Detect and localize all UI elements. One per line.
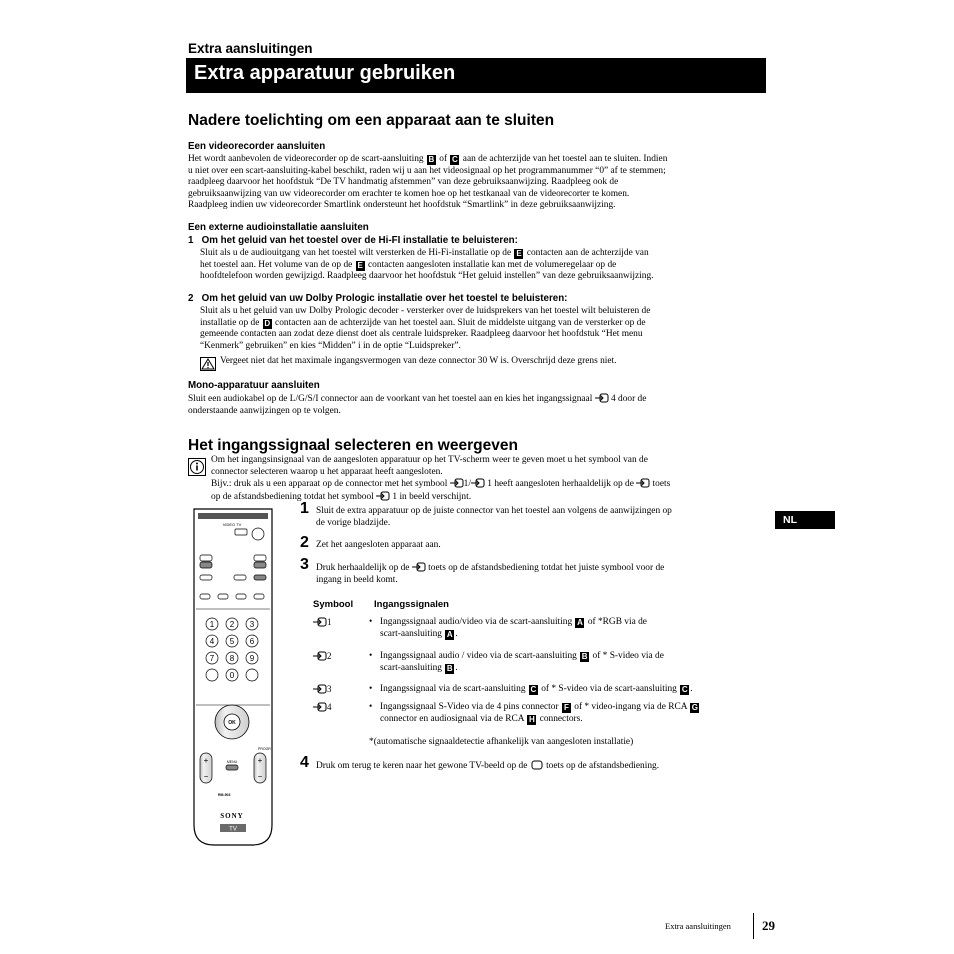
page-title: Extra apparatuur gebruiken [194,62,456,84]
remote-menu-label: MENU [226,760,238,764]
svg-text:+: + [203,756,209,765]
table-row: Ingangssignaal audio / video via de scart-aansluiting B of * S-video via de scart-aansluiting B . [380,651,664,673]
table-row-symbol: 3 [313,684,332,694]
input-symbol-icon [313,684,327,694]
table-row-symbol: 1 [313,617,332,627]
table-footnote: *(automatische signaaldetectie afhankelijk van aangesloten installatie) [369,737,634,747]
paragraph-mono: Sluit een audiokabel op de L/G/S/I connector aan de voorkant van het toestel aan en kies het ingangssignaal 4 door de onderstaande aanwijzingen op te volgen. [188,394,647,416]
tv-button-icon [530,760,544,770]
input-select-icon [595,393,609,403]
step-number: 1 [300,500,309,517]
connector-c-label: C [452,155,458,164]
connector-e-label: E [516,249,522,258]
table-header-symbol: Symbool [313,599,354,610]
step-number: 4 [300,754,309,771]
remote-digit-label: 3 [249,620,255,629]
footer-section: Extra aansluitingen [665,921,731,931]
remote-tv-badge: TV [229,826,237,833]
remote-digit-label: 6 [249,637,255,646]
remote-brand-label: SONY [220,812,244,820]
connector-e-label: E [357,260,363,270]
audio-item-1-title: 1 Om het geluid van het toestel over de Hi-FI installatie te beluisteren: [188,235,518,246]
remote-digit-label: 5 [229,637,235,646]
subheading-vcr: Een videorecorder aansluiten [188,141,326,152]
title-bar [186,58,766,93]
input-symbol-icon [313,651,327,661]
warning-icon [200,357,216,371]
step-number: 2 [300,534,309,551]
svg-text:+: + [257,756,263,765]
warning-text: Vergeet niet dat het maximale ingangsvermogen van deze connector 30 W is. Overschrijd deze grens niet. [220,356,617,366]
info-icon [188,458,206,476]
remote-video-tv-label: VIDEO TV [222,522,242,527]
remote-digit-label: 2 [229,620,235,629]
section-heading-input: Het ingangssignaal selecteren en weergeven [188,437,518,454]
paragraph-audio-1: Sluit als u de audiouitgang van het toestel wilt versterken de Hi-Fi-installatie op de E contacten aan de achterzijde van het toestel aan. Het volume van de op de E contacten aangesloten installatie kan met de volumeregelaar op de hoofdtelefoon worden gewijzigd. Raadpleeg daarvoor het hoofdstuk “Het geluid instellen” van deze gebruiksaanwijzing. [200,248,654,281]
remote-digit-label: 9 [249,654,255,663]
remote-digit-label: 4 [209,637,215,646]
remote-digit-label: 7 [209,654,215,663]
paragraph-input-intro: Om het ingangsinsignaal van de aangesloten apparatuur op het TV-scherm weer te geven moet u het symbool van de connector selecteren waarop u het apparaat heeft aangesloten. Bijv.: druk als u een apparaat op de connector met het symbool 1/ 1 heeft aangesloten herhaaldelijk op de toets op de afstandsbediening totdat het symbool 1 in beeld verschijnt. [211,455,671,502]
input-select-icon [412,562,426,572]
table-header-signals: Ingangssignalen [374,599,449,610]
step-text: Druk om terug te keren naar het gewone TV-beeld op de toets op de afstandsbediening. [316,761,660,771]
step-text: Zet het aangesloten apparaat aan. [316,540,441,550]
remote-control-illustration [190,507,276,847]
table-row: Ingangssignaal audio/video via de scart-aansluiting A of *RGB via de scart-aansluiting A . [380,617,647,639]
remote-model-label: RM-903 [218,793,231,797]
step-number: 3 [300,556,309,573]
section-heading-connect: Nadere toelichting om een apparaat aan te sluiten [188,112,555,129]
remote-progr-label: PROGR [258,747,271,751]
paragraph-vcr: Het wordt aanbevolen de videorecorder op de scart-aansluiting B of C aan de achterzijde van het toestel aan te sluiten. Indien u niet over een scart-aansluiting-kabel beschikt, raden wij u aan het videosignaal op het programmanummer “0” af te stemmen; raadpleeg daarvoor het hoofdstuk “De TV handmatig afstemmen” van deze gebruiksaanwijzing. Raadpleeg ook de gebruiksaanwijzing van uw videorecorder om erachter te komen hoe op het testkanaal van de videorecorter te komen. Raadpleeg indien uw videorecorder Smartlink ondersteunt het hoofdstuk “Smartlink” in deze gebruiksaanwijzing. [188,154,668,210]
connector-d-label: D [264,318,271,328]
section-label: Extra aansluitingen [188,41,313,56]
footer-divider [753,913,754,939]
table-row-symbol: 4 [313,702,332,712]
svg-text:−: − [203,772,209,781]
remote-digit-label: 0 [229,671,235,680]
paragraph-audio-2: Sluit als u het geluid van uw Dolby Prologic decoder - versterker over de luidsprekers van het toestel wilt beluisteren de installatie op de D contacten aan de achterzijde van het toestel aan. Sluit de middelste uitgang van de versterker op de gemeende contacten aan zodat deze dienst doet als centrale luidspreker. Raadpleeg daarvoor het hoofdstuk “Het menu “Kenmerk” gebruiken” en kies “Midden” i in de optie “Luidspreker”. [200,306,651,351]
subheading-audio: Een externe audioinstallatie aansluiten [188,222,369,233]
svg-text:−: − [257,772,263,781]
language-tab: NL [775,511,835,529]
input-symbol-icon [450,478,464,488]
remote-ok-label: OK [228,720,236,726]
step-text: Sluit de extra apparatuur op de juiste connector van het toestel aan volgens de aanwijzingen op de vorige bladzijde. [316,506,672,528]
remote-digit-label: 8 [229,654,235,663]
table-row: Ingangssignaal via de scart-aansluiting C of * S-video via de scart-aansluiting C . [380,684,693,694]
input-symbol-icon [313,617,327,627]
input-symbol-icon [471,478,485,488]
step-text: Druk herhaaldelijk op de toets op de afstandsbediening totdat het juiste symbool voor de ingang in beeld komt. [316,563,665,585]
subheading-mono: Mono-apparatuur aansluiten [188,380,320,391]
audio-item-2-title: 2 Om het geluid van uw Dolby Prologic installatie over het toestel te beluisteren: [188,293,568,304]
input-symbol-icon [376,491,390,501]
input-select-icon [636,478,650,488]
table-row-symbol: 2 [313,651,332,661]
input-symbol-icon [313,702,327,712]
page-number: 29 [762,918,775,933]
connector-b-label: B [428,155,435,164]
remote-digit-label: 1 [209,620,215,629]
table-row: Ingangssignaal S-Video via de 4 pins connector F of * video-ingang via de RCA G connector en audiosignaal via de RCA H connectors. [380,702,698,724]
